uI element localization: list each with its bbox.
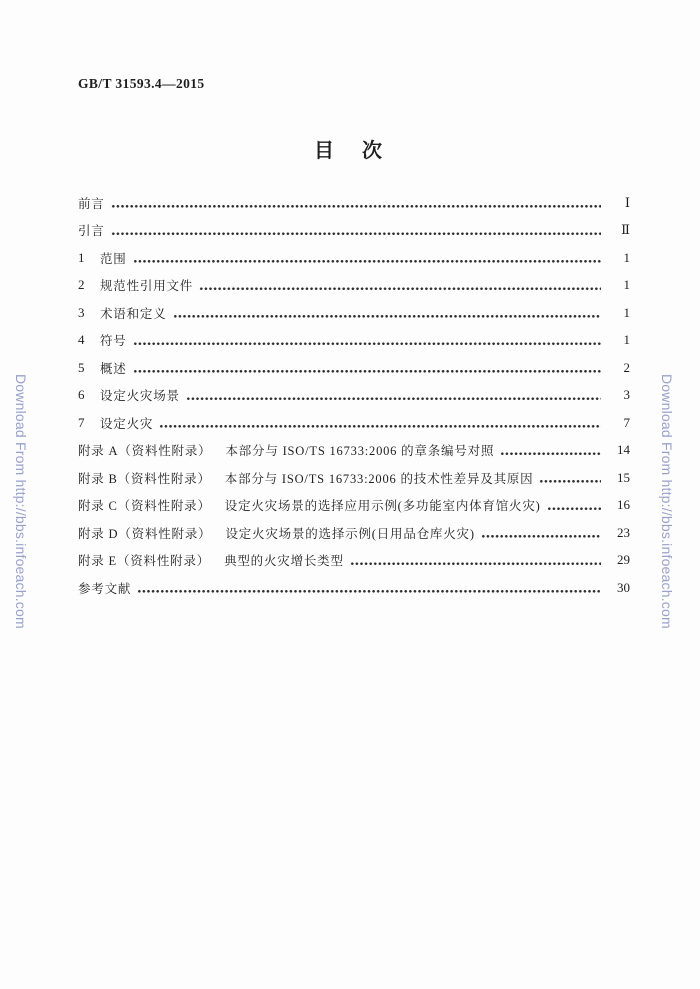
- toc-leader-dots: [137, 574, 601, 602]
- toc-entry-prefix: 附录 B（资料性附录）: [78, 471, 211, 486]
- toc-page-number: 23: [617, 524, 630, 540]
- toc-entry-label: 典型的火灾增长类型: [224, 554, 344, 569]
- toc-entry-label: 符号: [100, 334, 127, 349]
- toc-leader-dots: [133, 327, 601, 355]
- toc-page-number: 7: [623, 414, 630, 430]
- toc-entry-label: 参考文献: [78, 581, 132, 596]
- toc-entry-label: 设定火灾场景的选择应用示例(多功能室内体育馆火灾): [224, 499, 541, 514]
- toc-entry-label: 范围: [100, 251, 127, 266]
- watermark-right: Download From http://bbs.infoeach.com: [659, 374, 675, 629]
- toc-entry-number: 5: [78, 359, 86, 375]
- toc-entry-label: 引言: [78, 224, 105, 239]
- toc-entry-label: 设定火灾: [100, 416, 154, 431]
- toc-entry: [78, 574, 630, 602]
- toc-entry: [78, 244, 630, 272]
- toc-entry: [78, 354, 630, 382]
- watermark-left: Download From http://bbs.infoeach.com: [13, 374, 29, 629]
- standard-number-header: GB/T 31593.4—2015: [78, 76, 205, 91]
- toc-entry-label: 概述: [100, 361, 127, 376]
- toc-entry-label: 前言: [78, 196, 105, 211]
- toc-entry: [78, 547, 630, 575]
- toc-page-number: 14: [617, 442, 630, 458]
- toc-leader-dots: [350, 547, 601, 575]
- toc-leader-dots: [133, 354, 601, 382]
- toc-entry-label: 术语和定义: [100, 306, 167, 321]
- toc-leader-dots: [539, 464, 601, 492]
- toc-page-number: Ⅱ: [621, 222, 630, 238]
- toc-entry-label: 本部分与 ISO/TS 16733:2006 的章条编号对照: [225, 444, 495, 459]
- toc-page-number: 2: [623, 359, 630, 375]
- toc-page-number: 1: [623, 249, 630, 265]
- toc-page-number: Ⅰ: [624, 194, 630, 210]
- toc-page-number: 1: [623, 304, 630, 320]
- toc-entry-prefix: 附录 A（资料性附录）: [78, 444, 212, 459]
- toc-entry-prefix: 附录 D（资料性附录）: [78, 526, 212, 541]
- toc-entry-label: 设定火灾场景的选择示例(日用品仓库火灾): [225, 526, 475, 541]
- toc-page-number: 29: [617, 552, 630, 568]
- toc-leader-dots: [481, 519, 601, 547]
- toc-entry-label: 规范性引用文件: [100, 279, 194, 294]
- toc-entry-prefix: 附录 E（资料性附录）: [78, 554, 211, 569]
- toc-entry: [78, 299, 630, 327]
- toc-title: 目 次: [314, 140, 386, 162]
- toc-entry-label: 设定火灾场景: [100, 389, 180, 404]
- toc-page-number: 1: [623, 277, 630, 293]
- toc-leader-dots: [111, 217, 601, 245]
- toc-entry: [78, 217, 630, 245]
- toc-leader-dots: [186, 382, 601, 410]
- toc-page-number: 30: [617, 579, 630, 595]
- toc-leader-dots: [133, 244, 601, 272]
- toc-page-number: 3: [623, 387, 630, 403]
- toc-entry-number: 3: [78, 304, 86, 320]
- toc-leader-dots: [500, 437, 601, 465]
- toc-entry-prefix: 附录 C（资料性附录）: [78, 499, 211, 514]
- toc-page-number: 16: [617, 497, 630, 513]
- toc-page-number: 1: [623, 332, 630, 348]
- toc-entry: [78, 492, 630, 520]
- toc-leader-dots: [173, 299, 601, 327]
- toc-entry: [78, 519, 630, 547]
- toc-entry: [78, 437, 630, 465]
- toc-entry: [78, 272, 630, 300]
- toc-entry-number: 2: [78, 277, 86, 293]
- toc-entry-number: 7: [78, 414, 86, 430]
- toc-leader-dots: [159, 409, 601, 437]
- toc-leader-dots: [547, 492, 601, 520]
- toc-leader-dots: [111, 189, 601, 217]
- toc-entry: [78, 327, 630, 355]
- toc-entry: [78, 409, 630, 437]
- toc-entry: [78, 189, 630, 217]
- toc-list: [78, 189, 630, 602]
- toc-entry-label: 本部分与 ISO/TS 16733:2006 的技术性差异及其原因: [224, 471, 534, 486]
- toc-entry: [78, 382, 630, 410]
- toc-page-number: 15: [617, 469, 630, 485]
- toc-entry-number: 1: [78, 249, 86, 265]
- toc-entry: [78, 464, 630, 492]
- toc-leader-dots: [199, 272, 601, 300]
- toc-entry-number: 6: [78, 387, 86, 403]
- toc-entry-number: 4: [78, 332, 86, 348]
